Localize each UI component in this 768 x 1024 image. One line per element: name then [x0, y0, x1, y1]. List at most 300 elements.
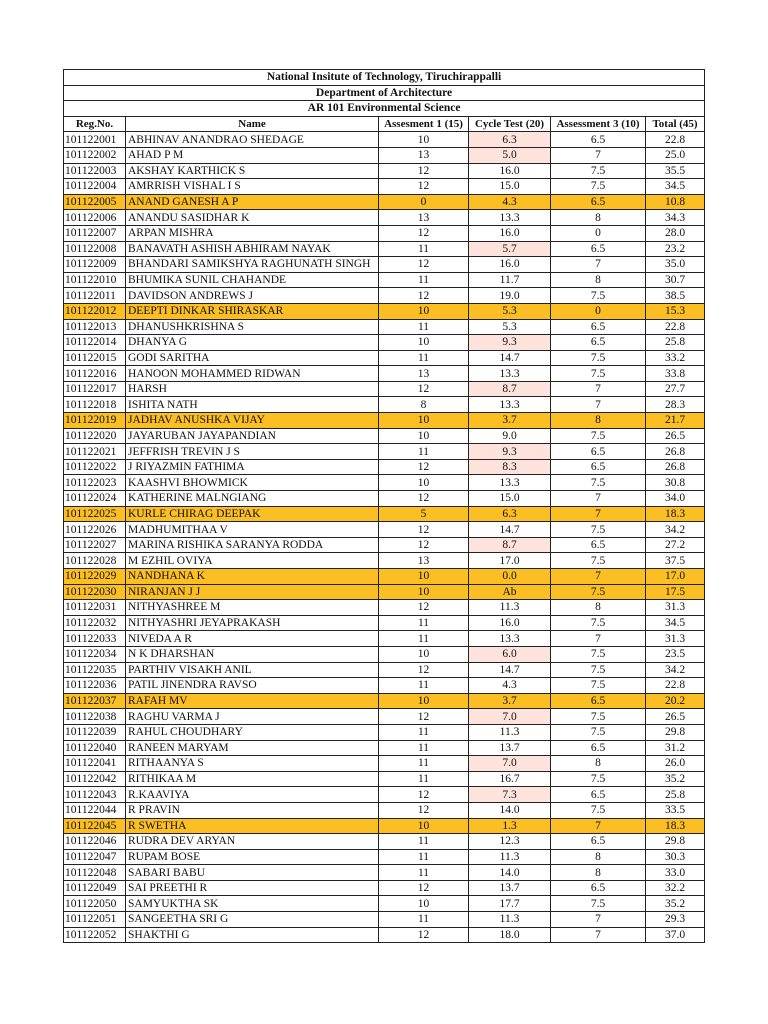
name-cell: NITHYASHREE M [126, 600, 379, 616]
table-row [64, 428, 705, 444]
assessment-1-cell: 12 [379, 288, 469, 304]
name-cell: GODI SARITHA [126, 350, 379, 366]
cycle-test-cell: 1.3 [469, 818, 551, 834]
assessment-1-cell: 12 [379, 522, 469, 538]
assessment-3-cell: 6.5 [551, 132, 646, 148]
reg-cell: 101122013 [64, 319, 126, 335]
table-row [64, 615, 705, 631]
assessment-1-cell: 11 [379, 912, 469, 928]
assessment-3-cell: 8 [551, 849, 646, 865]
name-cell: JADHAV ANUSHKA VIJAY [126, 413, 379, 429]
assessment-1-cell: 11 [379, 444, 469, 460]
reg-cell: 101122022 [64, 459, 126, 475]
reg-cell: 101122035 [64, 662, 126, 678]
assessment-3-cell: 7.5 [551, 350, 646, 366]
total-cell: 29.8 [646, 834, 705, 850]
assessment-1-cell: 10 [379, 818, 469, 834]
assessment-3-cell: 7 [551, 491, 646, 507]
column-header-cycle-test: Cycle Test (20) [469, 116, 551, 132]
table-row [64, 475, 705, 491]
reg-cell: 101122029 [64, 569, 126, 585]
name-cell: DHANYA G [126, 335, 379, 351]
table-row [64, 444, 705, 460]
cycle-test-cell: 14.7 [469, 522, 551, 538]
name-cell: RITHIKAA M [126, 771, 379, 787]
table-row [64, 303, 705, 319]
assessment-1-cell: 13 [379, 553, 469, 569]
assessment-3-cell: 7.5 [551, 771, 646, 787]
assessment-3-cell: 7 [551, 927, 646, 943]
cycle-test-cell: 14.0 [469, 802, 551, 818]
table-row [64, 709, 705, 725]
assessment-3-cell: 7.5 [551, 678, 646, 694]
cycle-test-cell: 6.3 [469, 506, 551, 522]
reg-cell: 101122037 [64, 693, 126, 709]
name-cell: KAASHVI BHOWMICK [126, 475, 379, 491]
total-cell: 33.2 [646, 350, 705, 366]
name-cell: NIVEDA A R [126, 631, 379, 647]
marks-table [63, 69, 705, 943]
reg-cell: 101122039 [64, 724, 126, 740]
table-row [64, 631, 705, 647]
reg-cell: 101122028 [64, 553, 126, 569]
name-cell: RAHUL CHOUDHARY [126, 724, 379, 740]
total-cell: 37.5 [646, 553, 705, 569]
total-cell: 33.5 [646, 802, 705, 818]
assessment-3-cell: 7.5 [551, 428, 646, 444]
reg-cell: 101122006 [64, 210, 126, 226]
assessment-1-cell: 12 [379, 537, 469, 553]
assessment-1-cell: 10 [379, 428, 469, 444]
assessment-3-cell: 7.5 [551, 288, 646, 304]
table-row [64, 896, 705, 912]
cycle-test-cell: 11.7 [469, 272, 551, 288]
assessment-3-cell: 8 [551, 210, 646, 226]
name-cell: ARPAN MISHRA [126, 225, 379, 241]
title-row-institute [64, 70, 705, 86]
name-cell: PATIL JINENDRA RAVSO [126, 678, 379, 694]
reg-cell: 101122001 [64, 132, 126, 148]
assessment-1-cell: 11 [379, 319, 469, 335]
name-cell: NIRANJAN J J [126, 584, 379, 600]
assessment-1-cell: 12 [379, 662, 469, 678]
assessment-3-cell: 6.5 [551, 335, 646, 351]
reg-cell: 101122044 [64, 802, 126, 818]
cycle-test-cell: 8.7 [469, 381, 551, 397]
total-cell: 10.8 [646, 194, 705, 210]
assessment-1-cell: 12 [379, 880, 469, 896]
assessment-3-cell: 8 [551, 865, 646, 881]
cycle-test-cell: 13.3 [469, 397, 551, 413]
assessment-3-cell: 7.5 [551, 662, 646, 678]
assessment-1-cell: 13 [379, 366, 469, 382]
reg-cell: 101122032 [64, 615, 126, 631]
assessment-1-cell: 12 [379, 225, 469, 241]
name-cell: RANEEN MARYAM [126, 740, 379, 756]
reg-cell: 101122049 [64, 880, 126, 896]
total-cell: 22.8 [646, 132, 705, 148]
table-row [64, 288, 705, 304]
name-cell: R SWETHA [126, 818, 379, 834]
reg-cell: 101122012 [64, 303, 126, 319]
cycle-test-cell: 14.0 [469, 865, 551, 881]
assessment-1-cell: 11 [379, 849, 469, 865]
total-cell: 38.5 [646, 288, 705, 304]
cycle-test-cell: 5.7 [469, 241, 551, 257]
assessment-1-cell: 12 [379, 381, 469, 397]
name-cell: DHANUSHKRISHNA S [126, 319, 379, 335]
total-cell: 34.2 [646, 662, 705, 678]
reg-cell: 101122033 [64, 631, 126, 647]
assessment-3-cell: 8 [551, 272, 646, 288]
reg-cell: 101122026 [64, 522, 126, 538]
total-cell: 20.2 [646, 693, 705, 709]
name-cell: MADHUMITHAA V [126, 522, 379, 538]
assessment-1-cell: 10 [379, 569, 469, 585]
name-cell: RITHAANYA S [126, 756, 379, 772]
name-cell: ANANDU SASIDHAR K [126, 210, 379, 226]
total-cell: 29.3 [646, 912, 705, 928]
reg-cell: 101122040 [64, 740, 126, 756]
total-cell: 23.2 [646, 241, 705, 257]
reg-cell: 101122038 [64, 709, 126, 725]
total-cell: 33.0 [646, 865, 705, 881]
reg-cell: 101122034 [64, 646, 126, 662]
table-row [64, 335, 705, 351]
column-header-name: Name [126, 116, 379, 132]
assessment-3-cell: 7.5 [551, 724, 646, 740]
name-cell: DAVIDSON ANDREWS J [126, 288, 379, 304]
table-row [64, 865, 705, 881]
cycle-test-cell: 13.7 [469, 880, 551, 896]
assessment-1-cell: 11 [379, 631, 469, 647]
total-cell: 26.5 [646, 428, 705, 444]
assessment-3-cell: 7.5 [551, 179, 646, 195]
assessment-1-cell: 11 [379, 834, 469, 850]
assessment-3-cell: 7 [551, 381, 646, 397]
column-header-row [64, 116, 705, 132]
assessment-1-cell: 12 [379, 709, 469, 725]
table-row [64, 724, 705, 740]
assessment-3-cell: 7 [551, 569, 646, 585]
column-header-total: Total (45) [646, 116, 705, 132]
total-cell: 34.3 [646, 210, 705, 226]
assessment-1-cell: 11 [379, 724, 469, 740]
assessment-3-cell: 6.5 [551, 787, 646, 803]
total-cell: 25.8 [646, 787, 705, 803]
name-cell: N K DHARSHAN [126, 646, 379, 662]
name-cell: SANGEETHA SRI G [126, 912, 379, 928]
assessment-1-cell: 11 [379, 678, 469, 694]
total-cell: 37.0 [646, 927, 705, 943]
reg-cell: 101122014 [64, 335, 126, 351]
cycle-test-cell: 0.0 [469, 569, 551, 585]
table-row [64, 210, 705, 226]
cycle-test-cell: 7.3 [469, 787, 551, 803]
total-cell: 30.3 [646, 849, 705, 865]
column-header-reg: Reg.No. [64, 116, 126, 132]
table-row [64, 662, 705, 678]
reg-cell: 101122045 [64, 818, 126, 834]
assessment-3-cell: 6.5 [551, 194, 646, 210]
assessment-1-cell: 10 [379, 584, 469, 600]
table-row [64, 272, 705, 288]
reg-cell: 101122030 [64, 584, 126, 600]
cycle-test-cell: 11.3 [469, 849, 551, 865]
name-cell: ABHINAV ANANDRAO SHEDAGE [126, 132, 379, 148]
cycle-test-cell: 16.0 [469, 615, 551, 631]
name-cell: ANAND GANESH A P [126, 194, 379, 210]
reg-cell: 101122015 [64, 350, 126, 366]
assessment-3-cell: 0 [551, 303, 646, 319]
total-cell: 18.3 [646, 506, 705, 522]
table-row [64, 147, 705, 163]
reg-cell: 101122050 [64, 896, 126, 912]
assessment-1-cell: 13 [379, 147, 469, 163]
table-row [64, 771, 705, 787]
table-row [64, 132, 705, 148]
cycle-test-cell: 11.3 [469, 912, 551, 928]
name-cell: HARSH [126, 381, 379, 397]
table-row [64, 366, 705, 382]
title-row-department [64, 85, 705, 101]
assessment-3-cell: 7.5 [551, 584, 646, 600]
reg-cell: 101122043 [64, 787, 126, 803]
cycle-test-cell: 16.0 [469, 163, 551, 179]
assessment-1-cell: 13 [379, 210, 469, 226]
reg-cell: 101122005 [64, 194, 126, 210]
name-cell: ISHITA NATH [126, 397, 379, 413]
reg-cell: 101122020 [64, 428, 126, 444]
title-row-course [64, 101, 705, 117]
table-row [64, 818, 705, 834]
reg-cell: 101122009 [64, 257, 126, 273]
name-cell: BHANDARI SAMIKSHYA RAGHUNATH SINGH [126, 257, 379, 273]
cycle-test-cell: 13.3 [469, 631, 551, 647]
cycle-test-cell: 18.0 [469, 927, 551, 943]
assessment-3-cell: 7.5 [551, 709, 646, 725]
assessment-3-cell: 6.5 [551, 880, 646, 896]
table-row [64, 912, 705, 928]
table-row [64, 584, 705, 600]
total-cell: 35.0 [646, 257, 705, 273]
assessment-3-cell: 6.5 [551, 444, 646, 460]
assessment-3-cell: 8 [551, 756, 646, 772]
assessment-3-cell: 7 [551, 631, 646, 647]
name-cell: NANDHANA K [126, 569, 379, 585]
assessment-1-cell: 11 [379, 272, 469, 288]
total-cell: 30.7 [646, 272, 705, 288]
name-cell: SHAKTHI G [126, 927, 379, 943]
assessment-3-cell: 6.5 [551, 834, 646, 850]
assessment-3-cell: 7 [551, 147, 646, 163]
cycle-test-cell: 11.3 [469, 724, 551, 740]
assessment-3-cell: 7 [551, 257, 646, 273]
assessment-3-cell: 7.5 [551, 615, 646, 631]
cycle-test-cell: 5.3 [469, 319, 551, 335]
reg-cell: 101122007 [64, 225, 126, 241]
reg-cell: 101122031 [64, 600, 126, 616]
table-row [64, 241, 705, 257]
reg-cell: 101122018 [64, 397, 126, 413]
assessment-3-cell: 7.5 [551, 646, 646, 662]
assessment-1-cell: 12 [379, 802, 469, 818]
table-row [64, 413, 705, 429]
assessment-1-cell: 10 [379, 646, 469, 662]
cycle-test-cell: 6.0 [469, 646, 551, 662]
total-cell: 34.0 [646, 491, 705, 507]
table-row [64, 849, 705, 865]
cycle-test-cell: 4.3 [469, 678, 551, 694]
total-cell: 35.2 [646, 771, 705, 787]
table-row [64, 646, 705, 662]
cycle-test-cell: 15.0 [469, 491, 551, 507]
assessment-1-cell: 12 [379, 257, 469, 273]
cycle-test-cell: Ab [469, 584, 551, 600]
table-row [64, 569, 705, 585]
total-cell: 28.3 [646, 397, 705, 413]
total-cell: 22.8 [646, 678, 705, 694]
cycle-test-cell: 14.7 [469, 350, 551, 366]
cycle-test-cell: 4.3 [469, 194, 551, 210]
assessment-3-cell: 7.5 [551, 553, 646, 569]
reg-cell: 101122027 [64, 537, 126, 553]
name-cell: R PRAVIN [126, 802, 379, 818]
column-header-assessment-3: Assessment 3 (10) [551, 116, 646, 132]
table-row [64, 491, 705, 507]
department-title: Department of Architecture [64, 85, 705, 101]
assessment-1-cell: 12 [379, 927, 469, 943]
assessment-1-cell: 11 [379, 865, 469, 881]
assessment-3-cell: 7.5 [551, 522, 646, 538]
name-cell: MARINA RISHIKA SARANYA RODDA [126, 537, 379, 553]
name-cell: J RIYAZMIN FATHIMA [126, 459, 379, 475]
total-cell: 18.3 [646, 818, 705, 834]
table-row [64, 459, 705, 475]
assessment-3-cell: 7.5 [551, 896, 646, 912]
total-cell: 35.5 [646, 163, 705, 179]
reg-cell: 101122021 [64, 444, 126, 460]
assessment-1-cell: 11 [379, 771, 469, 787]
table-row [64, 537, 705, 553]
institute-title: National Insitute of Technology, Tiruchirappalli [64, 70, 705, 86]
reg-cell: 101122046 [64, 834, 126, 850]
name-cell: BHUMIKA SUNIL CHAHANDE [126, 272, 379, 288]
cycle-test-cell: 13.3 [469, 366, 551, 382]
cycle-test-cell: 9.3 [469, 335, 551, 351]
cycle-test-cell: 13.7 [469, 740, 551, 756]
total-cell: 25.0 [646, 147, 705, 163]
name-cell: DEEPTI DINKAR SHIRASKAR [126, 303, 379, 319]
reg-cell: 101122024 [64, 491, 126, 507]
cycle-test-cell: 7.0 [469, 756, 551, 772]
table-row [64, 319, 705, 335]
total-cell: 30.8 [646, 475, 705, 491]
assessment-3-cell: 8 [551, 600, 646, 616]
reg-cell: 101122008 [64, 241, 126, 257]
total-cell: 27.7 [646, 381, 705, 397]
total-cell: 34.5 [646, 615, 705, 631]
total-cell: 31.2 [646, 740, 705, 756]
assessment-3-cell: 6.5 [551, 537, 646, 553]
cycle-test-cell: 6.3 [469, 132, 551, 148]
cycle-test-cell: 16.0 [469, 257, 551, 273]
name-cell: KATHERINE MALNGIANG [126, 491, 379, 507]
reg-cell: 101122036 [64, 678, 126, 694]
cycle-test-cell: 9.0 [469, 428, 551, 444]
total-cell: 21.7 [646, 413, 705, 429]
assessment-1-cell: 11 [379, 615, 469, 631]
assessment-1-cell: 10 [379, 475, 469, 491]
name-cell: AMRRISH VISHAL I S [126, 179, 379, 195]
name-cell: AKSHAY KARTHICK S [126, 163, 379, 179]
name-cell: BANAVATH ASHISH ABHIRAM NAYAK [126, 241, 379, 257]
assessment-1-cell: 10 [379, 303, 469, 319]
name-cell: RUDRA DEV ARYAN [126, 834, 379, 850]
reg-cell: 101122047 [64, 849, 126, 865]
reg-cell: 101122042 [64, 771, 126, 787]
table-row [64, 397, 705, 413]
cycle-test-cell: 19.0 [469, 288, 551, 304]
assessment-3-cell: 7 [551, 397, 646, 413]
name-cell: PARTHIV VISAKH ANIL [126, 662, 379, 678]
name-cell: AHAD P M [126, 147, 379, 163]
reg-cell: 101122010 [64, 272, 126, 288]
reg-cell: 101122019 [64, 413, 126, 429]
reg-cell: 101122051 [64, 912, 126, 928]
cycle-test-cell: 13.3 [469, 210, 551, 226]
table-row [64, 787, 705, 803]
cycle-test-cell: 13.3 [469, 475, 551, 491]
assessment-3-cell: 7.5 [551, 366, 646, 382]
table-row [64, 802, 705, 818]
assessment-1-cell: 10 [379, 693, 469, 709]
cycle-test-cell: 14.7 [469, 662, 551, 678]
assessment-1-cell: 5 [379, 506, 469, 522]
assessment-1-cell: 12 [379, 459, 469, 475]
reg-cell: 101122016 [64, 366, 126, 382]
cycle-test-cell: 16.0 [469, 225, 551, 241]
table-row [64, 693, 705, 709]
assessment-3-cell: 7.5 [551, 475, 646, 491]
cycle-test-cell: 8.3 [469, 459, 551, 475]
table-row [64, 927, 705, 943]
name-cell: SAI PREETHI R [126, 880, 379, 896]
assessment-3-cell: 6.5 [551, 319, 646, 335]
table-row [64, 834, 705, 850]
cycle-test-cell: 8.7 [469, 537, 551, 553]
table-row [64, 381, 705, 397]
cycle-test-cell: 7.0 [469, 709, 551, 725]
assessment-1-cell: 10 [379, 335, 469, 351]
name-cell: KURLE CHIRAG DEEPAK [126, 506, 379, 522]
assessment-1-cell: 11 [379, 350, 469, 366]
total-cell: 28.0 [646, 225, 705, 241]
name-cell: JEFFRISH TREVIN J S [126, 444, 379, 460]
total-cell: 17.5 [646, 584, 705, 600]
reg-cell: 101122017 [64, 381, 126, 397]
name-cell: M EZHIL OVIYA [126, 553, 379, 569]
name-cell: JAYARUBAN JAYAPANDIAN [126, 428, 379, 444]
total-cell: 26.8 [646, 444, 705, 460]
cycle-test-cell: 17.0 [469, 553, 551, 569]
assessment-1-cell: 10 [379, 413, 469, 429]
assessment-1-cell: 11 [379, 740, 469, 756]
total-cell: 22.8 [646, 319, 705, 335]
table-row [64, 257, 705, 273]
assessment-1-cell: 0 [379, 194, 469, 210]
assessment-1-cell: 8 [379, 397, 469, 413]
